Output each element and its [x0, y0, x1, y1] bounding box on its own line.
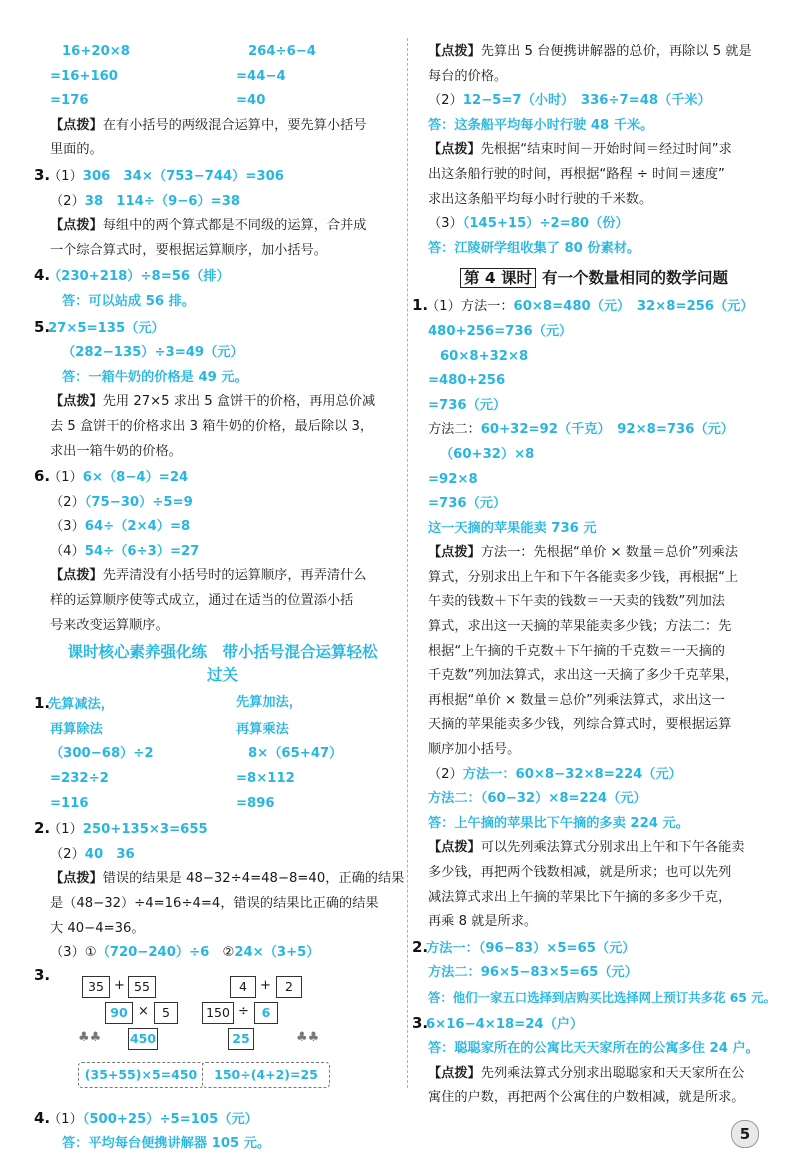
calc-row: 1.先算减法， 先算加法， [34, 694, 302, 713]
tip-line: 午卖的钱数＋下午卖的钱数＝一天卖的钱数”列加法 [428, 594, 725, 610]
calc-row: 16+20×8 264÷6−4 [62, 44, 316, 59]
section-title: 课时核心素养强化练 带小括号混合运算轻松 过关 [67, 643, 378, 685]
calc-row: =116 =896 [50, 795, 275, 811]
plus-sign: + [114, 977, 125, 993]
page-number: 5 [731, 1120, 759, 1148]
tip-line: 顺序加小括号。 [428, 742, 521, 758]
tip-line: 根据“上午摘的千克数＋下午摘的千克数＝一天摘的 [428, 643, 725, 659]
answer-line: 方法二：60+32=92（千克） 92×8=736（元） [428, 422, 734, 438]
tip-line: 减法算式求出上午摘的苹果比下午摘的多多少千克， [428, 889, 732, 905]
lesson-number: 第 4 课时 [460, 268, 536, 288]
tip: 【点拨】先根据“结束时间－开始时间＝经过时间”求 [428, 142, 732, 158]
answer-line: 答：上午摘的苹果比下午摘的多卖 224 元。 [428, 815, 689, 831]
bush-icon: ♣♣ [78, 1029, 102, 1045]
answer-line: （3）64÷（2×4）=8 [50, 519, 191, 535]
calc-row: （300−68）÷2 8×（65+47） [50, 746, 343, 762]
question-5: 5.27×5=135（元） [34, 317, 165, 336]
lesson-heading [428, 265, 760, 291]
tip: 【点拨】每组中的两个算式都是不同级的运算，合并成 [50, 218, 367, 234]
divide-sign: ÷ [238, 1003, 249, 1019]
tip-line: 算式，分别求出上午和下午各能卖多少钱，再根据“上 [428, 569, 739, 585]
answer-line: 答：江陵研学组收集了 80 份素材。 [428, 240, 641, 256]
tip: 【点拨】先列乘法算式分别求出聪聪家和天天家所在公 [428, 1065, 745, 1081]
question-4b: 4.（1）（500+25）÷5=105（元） [34, 1108, 258, 1127]
column-divider [407, 38, 408, 1088]
diagram-box: 55 [128, 976, 156, 998]
diagram-result-box: 90 [105, 1002, 133, 1024]
tip: 【点拨】方法一：先根据“单价 × 数量＝总价”列乘法 [428, 545, 739, 561]
answer-line: 答：可以站成 56 排。 [62, 293, 196, 309]
question-1: 1.（1）方法一：60×8=480（元） 32×8=256（元） [412, 296, 754, 315]
tip: 【点拨】在有小括号的两级混合运算中，要先算小括号 [50, 117, 367, 133]
tip-line: 去 5 盒饼干的价格求出 3 箱牛奶的价格，最后除以 3， [50, 418, 374, 434]
answer-line: 答：平均每台便携讲解器 105 元。 [62, 1136, 271, 1152]
lesson-title: 有一个数量相同的数学问题 [542, 269, 729, 288]
answer-line: （2）（75−30）÷5=9 [50, 494, 193, 510]
tip-line: 样的运算顺序使等式成立，通过在适当的位置添小括 [50, 593, 354, 609]
diagram-result-box: 450 [128, 1028, 158, 1050]
times-sign: × [138, 1003, 149, 1019]
answer-line: 答：一箱牛奶的价格是 49 元。 [62, 369, 248, 385]
answer-line: 这一天摘的苹果能卖 736 元 [428, 520, 597, 536]
diagram-box: 5 [154, 1002, 178, 1024]
tip: 【点拨】先用 27×5 求出 5 盒饼干的价格，再用总价减 [50, 394, 376, 410]
tip-line: 一个综合算式时，要根据运算顺序，加小括号。 [50, 242, 327, 258]
tip: 【点拨】错误的结果是 48−32÷4=48−8=40，正确的结果 [50, 871, 405, 887]
answer-line: 方法二：96×5−83×5=65（元） [428, 965, 638, 981]
diagram-box: 35 [82, 976, 110, 998]
tip-line: 天摘的苹果能卖多少钱，列综合算式时，要根据运算 [428, 717, 732, 733]
answer-line: （2）12−5=7（小时） 336÷7=48（千米） [428, 93, 711, 109]
tip-line: 每台的价格。 [428, 68, 508, 84]
calc-row: =176 =40 [50, 93, 266, 109]
right-column [412, 40, 777, 1111]
tip-line: 多少钱，再把两个钱数相减，就是所求；也可以先列 [428, 865, 732, 880]
answer-line: 480+256=736（元） [428, 323, 573, 339]
answer-line: （2）40 36 [50, 846, 135, 862]
diagram-box: 2 [276, 976, 302, 998]
diagram-formula: (35+55)×5=450 [78, 1062, 204, 1088]
diagram-result-box: 25 [228, 1028, 254, 1050]
calc-row: =16+160 =44−4 [50, 68, 286, 84]
diagram-result-box: 6 [254, 1002, 278, 1024]
answer-line: =736（元） [428, 496, 507, 512]
answer-line: （3）（145+15）÷2=80（份） [428, 216, 629, 232]
left-column [34, 40, 405, 1157]
question-6: 6.（1）6×（8−4）=24 [34, 467, 189, 486]
question-4: 4.（230+218）÷8=56（排） [34, 266, 230, 285]
plus-sign: + [260, 977, 271, 993]
tip: 【点拨】先弄清没有小括号时的运算顺序，再弄清什么 [50, 568, 367, 584]
calc-row: 再算除法 再算乘法 [50, 721, 289, 737]
answer-line: （3）①（720−240）÷6 ②24×（3+5） [50, 945, 320, 961]
diagram-box: 4 [230, 976, 256, 998]
answer-line: 答：他们一家五口选择到店购买比选择网上预订共多花 65 元。 [428, 989, 777, 1005]
question-2: 2.方法一：（96−83）×5=65（元） [412, 937, 636, 956]
answer-line: （60+32）×8 [440, 446, 535, 462]
diagram-formula: 150÷(4+2)=25 [202, 1062, 330, 1088]
tip-line: 求出一箱牛奶的价格。 [50, 443, 182, 459]
tip-line: 是（48−32）÷4=16÷4=4，错误的结果比正确的结果 [50, 896, 379, 911]
answer-line: （2）38 114÷（9−6）=38 [50, 193, 241, 209]
bush-icon: ♣♣ [296, 1029, 320, 1045]
tip-line: 千克数”列加法算式，求出这一天摘了多少千克苹果， [428, 668, 739, 684]
diagram-box: 150 [202, 1002, 234, 1024]
tip-line: 里面的。 [50, 142, 103, 158]
answer-line: （2）方法一：60×8−32×8=224（元） [428, 766, 682, 782]
answer-line: 60×8+32×8 [440, 348, 529, 364]
answer-line: =736（元） [428, 397, 507, 413]
question-3: 3.6×16−4×18=24（户） [412, 1013, 584, 1032]
calc-row: =232÷2 =8×112 [50, 771, 295, 787]
answer-line: =92×8 [428, 471, 478, 487]
answer-line: （4）54÷（6÷3）=27 [50, 543, 200, 559]
tip-line: 再根据“单价 × 数量＝总价”列乘法算式，求出这一 [428, 692, 725, 708]
answer-line: =480+256 [428, 373, 506, 389]
tip-line: 号来改变运算顺序。 [50, 617, 169, 633]
tip: 【点拨】先算出 5 台便携讲解器的总价，再除以 5 就是 [428, 44, 752, 59]
question-3: 3.（1）306 34×（753−744）=306 [34, 165, 284, 184]
tip-line: 寓住的户数，再把两个公寓住的户数相减，就是所求。 [428, 1090, 745, 1106]
tip-line: 再乘 8 就是所求。 [428, 914, 538, 930]
tip-line: 算式，求出这一天摘的苹果能卖多少钱；方法二：先 [428, 619, 732, 635]
tip-line: 大 40−4=36。 [50, 920, 145, 936]
question-2: 2.（1）250+135×3=655 [34, 819, 208, 838]
computation-diagrams: 3. 35 + 55 90 × 5 ♣♣ 450 (35+55)×5=450 4 + 2 150 ÷ 6 ♣♣ 25 150÷(4+2)=25 [50, 966, 395, 1106]
tip: 【点拨】可以先列乘法算式分别求出上午和下午各能卖 [428, 840, 745, 856]
tip-line: 出这条船行驶的时间，再根据“路程 ÷ 时间＝速度” [428, 166, 725, 182]
tip-line: 求出这条船平均每小时行驶的千米数。 [428, 191, 653, 207]
answer-line: 方法二：（60−32）×8=224（元） [428, 791, 647, 807]
answer-line: 答：这条船平均每小时行驶 48 千米。 [428, 117, 654, 133]
answer-line: 答：聪聪家所在的公寓比天天家所在的公寓多住 24 户。 [428, 1041, 759, 1057]
answer-line: （282−135）÷3=49（元） [62, 345, 244, 361]
